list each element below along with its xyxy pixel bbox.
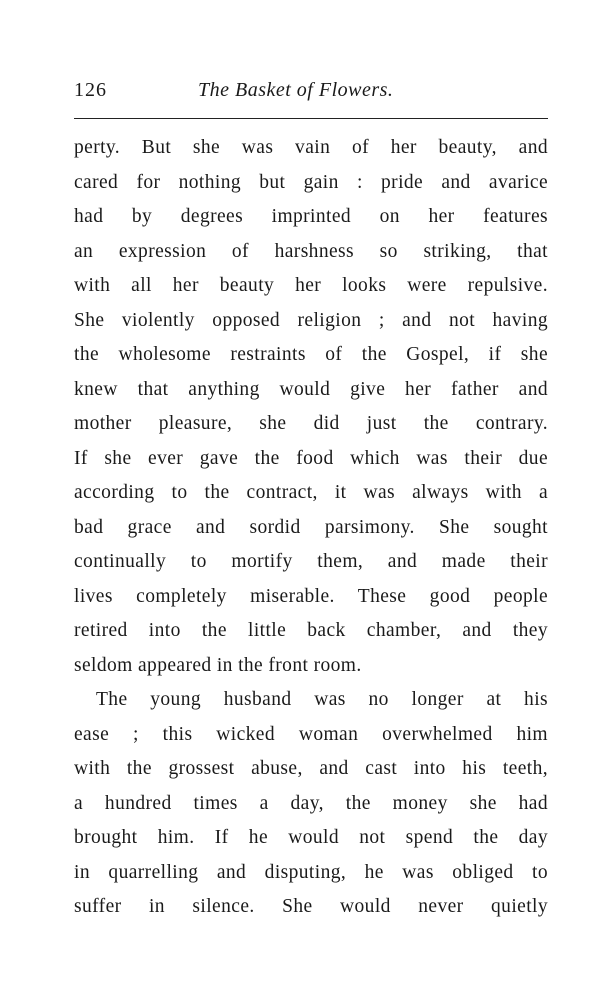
text-line: retired into the little back chamber, and they — [74, 620, 548, 641]
text-line: perty. But she was vain of her beauty, and — [74, 137, 548, 158]
text-line: bad grace and sordid parsimony. She sought — [74, 516, 548, 538]
running-title: The Basket of Flowers. — [198, 79, 394, 101]
text-line: The young husband was no longer at his — [96, 689, 548, 710]
text-line: knew that anything would give her father and — [74, 378, 548, 400]
text-line: had by degrees imprinted on her features — [74, 206, 548, 227]
page-header — [74, 76, 548, 104]
text-line: lives completely miserable. These good people — [74, 585, 548, 607]
text-line: ease ; this wicked woman overwhelmed him — [74, 723, 548, 745]
text-line: the wholesome restraints of the Gospel, if she — [74, 344, 548, 365]
text-line: with all her beauty her looks were repulsive. — [74, 275, 548, 296]
text-line: suffer in silence. She would never quietly — [74, 896, 548, 917]
text-line: according to the contract, it was always with a — [74, 482, 548, 503]
text-line: continually to mortify them, and made their — [74, 551, 548, 572]
text-line: seldom appeared in the front room. — [74, 654, 362, 676]
header-rule — [74, 118, 548, 119]
text-line: mother pleasure, she did just the contrary. — [74, 413, 548, 434]
page-number: 126 — [74, 79, 107, 101]
text-line: a hundred times a day, the money she had — [74, 792, 548, 814]
body-text — [74, 131, 548, 925]
text-line: cared for nothing but gain : pride and avarice — [74, 171, 548, 193]
text-line: She violently opposed religion ; and not having — [74, 309, 548, 331]
text-line: with the grossest abuse, and cast into his teeth, — [74, 758, 548, 779]
text-line: brought him. If he would not spend the day — [74, 827, 548, 848]
text-line: in quarrelling and disputing, he was obliged to — [74, 861, 548, 883]
text-line: If she ever gave the food which was their due — [74, 447, 548, 469]
text-line: an expression of harshness so striking, that — [74, 240, 548, 262]
